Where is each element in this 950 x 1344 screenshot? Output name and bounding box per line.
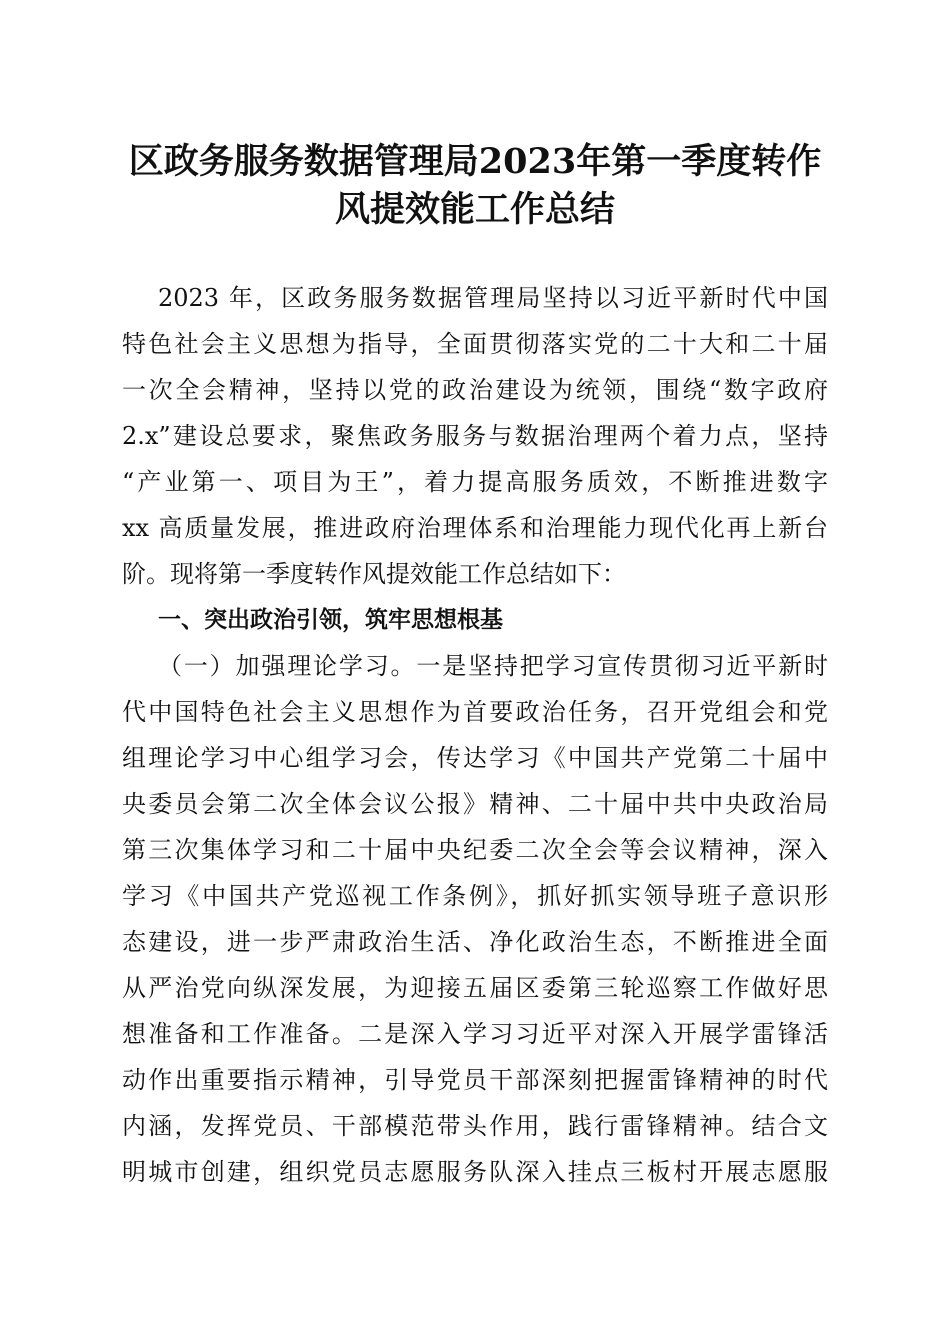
title-line-1: 区政务服务数据管理局2023年第一季度转作 — [128, 141, 822, 182]
intro-line: 一次全会精神，坚持以党的政治建设为统领，围绕“数字政府 — [122, 376, 828, 404]
document-body — [122, 275, 828, 1195]
intro-line: “产业第一、项目为王”，着力提高服务质效，不断推进数字 — [122, 468, 828, 496]
section-1-line: 想准备和工作准备。二是深入学习习近平对深入开展学雷锋活 — [122, 1020, 828, 1048]
section-1-line: （一）加强理论学习。一是坚持把学习宣传贯彻习近平新时 — [158, 652, 828, 680]
section-1-line: 明城市创建，组织党员志愿服务队深入挂点三板村开展志愿服 — [122, 1158, 828, 1186]
section-1-line: 学习《中国共产党巡视工作条例》，抓好抓实领导班子意识形 — [122, 882, 828, 910]
section-1-line: 内涵，发挥党员、干部模范带头作用，践行雷锋精神。结合文 — [122, 1112, 828, 1140]
intro-line: 阶。现将第一季度转作风提效能工作总结如下： — [122, 560, 626, 588]
section-1-line: 第三次集体学习和二十届中央纪委二次全会等会议精神，深入 — [122, 836, 828, 864]
section-1-heading: 一、突出政治引领，筑牢思想根基 — [158, 607, 503, 633]
intro-line: 特色社会主义思想为指导，全面贯彻落实党的二十大和二十届 — [122, 330, 828, 358]
section-1-line: 态建设，进一步严肃政治生活、净化政治生态，不断推进全面 — [122, 928, 828, 956]
section-1-line: 动作出重要指示精神，引导党员干部深刻把握雷锋精神的时代 — [122, 1066, 828, 1094]
intro-line: 2.x”建设总要求，聚焦政务服务与数据治理两个着力点，坚持 — [122, 422, 828, 450]
intro-line: 2023 年，区政务服务数据管理局坚持以习近平新时代中国 — [158, 284, 828, 312]
section-1-line: 组理论学习中心组学习会，传达学习《中国共产党第二十届中 — [122, 744, 828, 772]
section-1-line: 代中国特色社会主义思想作为首要政治任务，召开党组会和党 — [122, 698, 828, 726]
section-1-line: 央委员会第二次全体会议公报》精神、二十届中共中央政治局 — [122, 790, 828, 818]
document-title — [100, 138, 850, 234]
title-line-2: 风提效能工作总结 — [334, 189, 615, 230]
section-1-line: 从严治党向纵深发展，为迎接五届区委第三轮巡察工作做好思 — [122, 974, 828, 1002]
intro-line: xx 高质量发展，推进政府治理体系和治理能力现代化再上新台 — [122, 514, 828, 542]
